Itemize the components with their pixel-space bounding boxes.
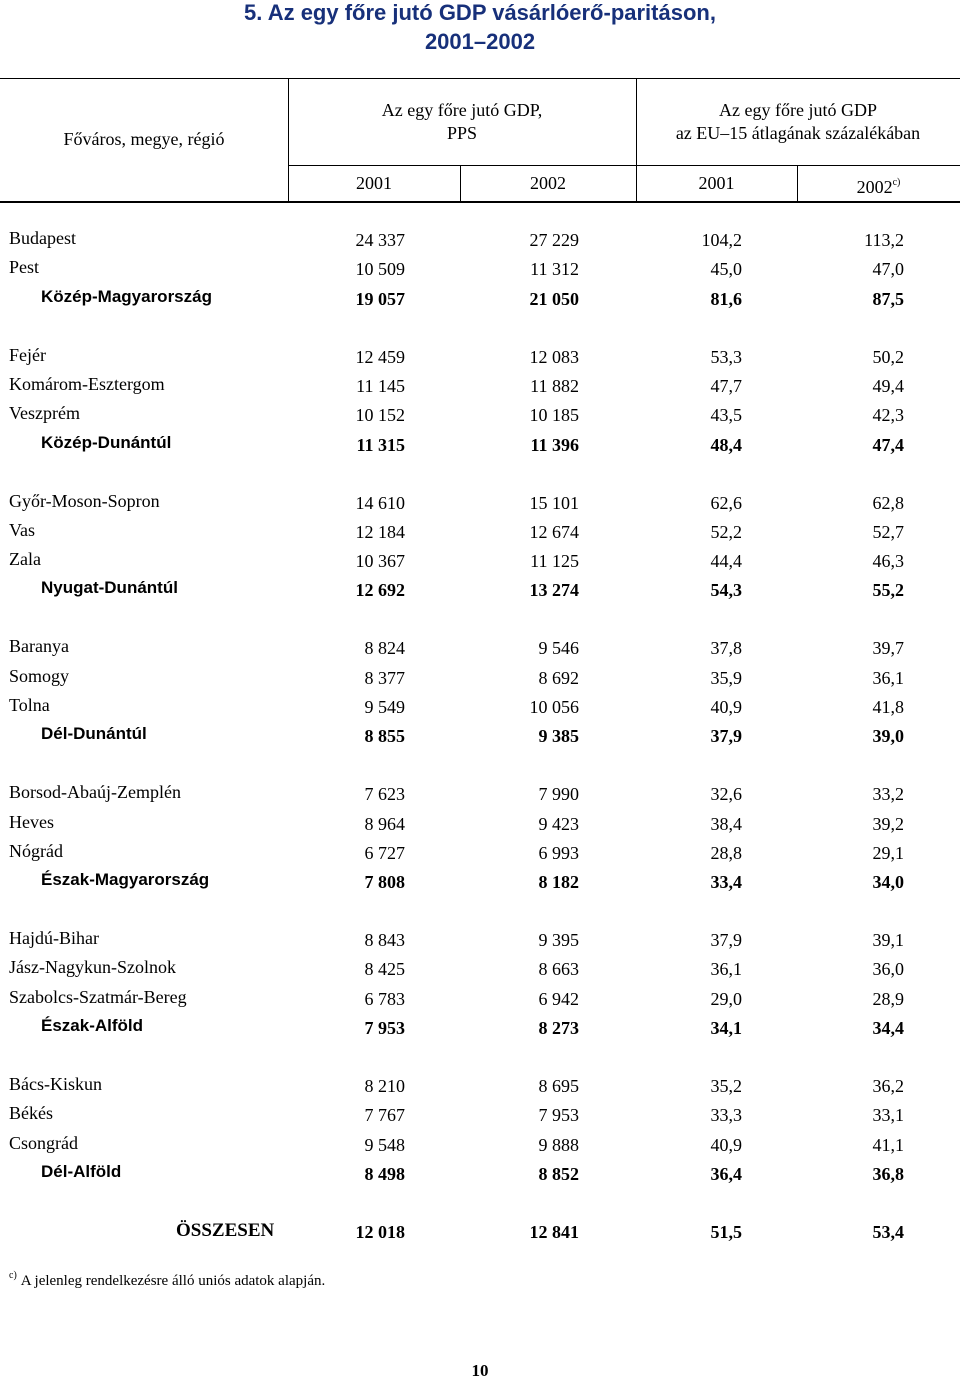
row-name: Baranya [9, 636, 69, 656]
cell-value: 51,5 [710, 1222, 742, 1242]
cell-value: 8 824 [364, 638, 405, 658]
cell-value: 8 843 [364, 930, 405, 950]
table-row [0, 1074, 960, 1102]
cell-value: 8 210 [364, 1076, 405, 1096]
cell-value: 6 783 [364, 989, 405, 1009]
cell-value: 43,5 [710, 405, 742, 425]
cell-value: 33,4 [710, 872, 742, 892]
cell-value: 8 498 [364, 1164, 405, 1184]
cell-value: 53,3 [710, 347, 742, 367]
cell-value: 11 315 [356, 435, 405, 455]
cell-value: 38,4 [710, 814, 742, 834]
cell-value: 12 459 [355, 347, 405, 367]
cell-value: 21 050 [529, 289, 579, 309]
cell-value: 10 152 [355, 405, 405, 425]
cell-value: 8 273 [538, 1018, 579, 1038]
cell-value: 62,8 [872, 493, 904, 513]
cell-value: 8 663 [538, 959, 579, 979]
cell-value: 9 385 [538, 726, 579, 746]
cell-value: 47,7 [710, 376, 742, 396]
cell-value: 35,2 [710, 1076, 742, 1096]
row-name: Tolna [9, 695, 50, 715]
cell-value: 87,5 [872, 289, 904, 309]
cell-value: 33,1 [872, 1105, 904, 1125]
cell-value: 36,1 [710, 959, 742, 979]
cell-value: 41,1 [872, 1135, 904, 1155]
row-name: Somogy [9, 666, 70, 686]
table-row [0, 491, 960, 519]
cell-value: 8 695 [538, 1076, 579, 1096]
cell-value: 8 377 [364, 668, 405, 688]
cell-value: 8 425 [364, 959, 405, 979]
table-row [0, 1103, 960, 1131]
gdp-eu-header-line-1: Az egy főre jutó GDP [719, 100, 877, 120]
cell-value: 8 855 [364, 726, 405, 746]
footnote-marker: c) [9, 1270, 17, 1281]
year-header-2001-eu: 2001 [698, 173, 735, 193]
row-name: Bács-Kiskun [9, 1074, 102, 1094]
cell-value: 113,2 [864, 230, 904, 250]
gdp-eu-header-line-2: az EU–15 átlagának százalékában [675, 123, 921, 143]
table-row [0, 228, 960, 256]
cell-value: 6 727 [364, 843, 405, 863]
cell-value: 9 423 [538, 814, 579, 834]
row-name: Budapest [9, 228, 76, 248]
row-name: Nógrád [9, 841, 63, 861]
cell-value: 34,1 [710, 1018, 742, 1038]
cell-value: 40,9 [710, 1135, 742, 1155]
cell-value: 12 018 [355, 1222, 405, 1242]
cell-value: 6 942 [538, 989, 579, 1009]
cell-value: 6 993 [538, 843, 579, 863]
table-row [0, 520, 960, 548]
row-name: Észak-Magyarország [41, 870, 210, 889]
row-name: Közép-Dunántúl [41, 433, 172, 452]
table-row [0, 549, 960, 577]
row-name: Dél-Dunántúl [41, 724, 147, 743]
table-row [0, 987, 960, 1015]
year-header-2002-eu-text: 2002 [856, 177, 893, 197]
cell-value: 7 953 [364, 1018, 405, 1038]
row-name: Jász-Nagykun-Szolnok [9, 957, 176, 977]
cell-value: 54,3 [710, 580, 742, 600]
row-name: Nyugat-Dunántúl [41, 578, 178, 597]
cell-value: 32,6 [710, 784, 742, 804]
region-row [0, 870, 960, 898]
table-row [0, 695, 960, 723]
cell-value: 10 367 [355, 551, 405, 571]
footnote-mark: c) [892, 177, 901, 188]
cell-value: 8 692 [538, 668, 579, 688]
cell-value: 19 057 [355, 289, 405, 309]
region-row [0, 1162, 960, 1190]
row-name: Veszprém [9, 403, 80, 423]
row-name: Borsod-Abaúj-Zemplén [9, 782, 181, 802]
total-row [0, 1220, 960, 1248]
cell-value: 12 674 [529, 522, 579, 542]
cell-value: 11 396 [530, 435, 579, 455]
cell-value: 39,1 [872, 930, 904, 950]
cell-value: 36,8 [872, 1164, 904, 1184]
cell-value: 40,9 [710, 697, 742, 717]
cell-value: 53,4 [872, 1222, 904, 1242]
cell-value: 41,8 [872, 697, 904, 717]
cell-value: 45,0 [710, 259, 742, 279]
table-row [0, 636, 960, 664]
cell-value: 9 549 [364, 697, 405, 717]
cell-value: 24 337 [355, 230, 405, 250]
year-header-2001-pps: 2001 [356, 173, 392, 193]
table-row [0, 782, 960, 810]
cell-value: 9 548 [364, 1135, 405, 1155]
table-row [0, 841, 960, 869]
year-header-2002-pps: 2002 [530, 173, 566, 193]
table-row [0, 257, 960, 285]
region-row [0, 287, 960, 315]
cell-value: 28,9 [872, 989, 904, 1009]
footnote [9, 1270, 325, 1290]
cell-value: 11 882 [530, 376, 579, 396]
cell-value: 12 692 [355, 580, 405, 600]
cell-value: 7 808 [364, 872, 405, 892]
row-name: Dél-Alföld [41, 1162, 122, 1181]
row-name: Győr-Moson-Sopron [9, 491, 160, 511]
cell-value: 34,4 [872, 1018, 904, 1038]
cell-value: 13 274 [529, 580, 579, 600]
cell-value: 10 509 [355, 259, 405, 279]
table-row [0, 374, 960, 402]
gdp-pps-header-line-1: Az egy főre jutó GDP, [381, 100, 543, 120]
cell-value: 15 101 [529, 493, 579, 513]
cell-value: 14 610 [355, 493, 405, 513]
table-row [0, 812, 960, 840]
cell-value: 39,7 [872, 638, 904, 658]
row-name: Zala [9, 549, 41, 569]
cell-value: 81,6 [710, 289, 742, 309]
region-row [0, 433, 960, 461]
cell-value: 36,1 [872, 668, 904, 688]
table-row [0, 928, 960, 956]
cell-value: 50,2 [872, 347, 904, 367]
cell-value: 11 125 [530, 551, 579, 571]
cell-value: 42,3 [872, 405, 904, 425]
region-row [0, 578, 960, 606]
row-name: Szabolcs-Szatmár-Bereg [9, 987, 187, 1007]
table-row [0, 666, 960, 694]
table-row [0, 1133, 960, 1161]
cell-value: 47,4 [872, 435, 904, 455]
footnote-text: A jelenleg rendelkezésre álló uniós adatok alapján. [20, 1273, 326, 1289]
gdp-pps-header-line-2: PPS [446, 123, 478, 143]
table-row [0, 957, 960, 985]
cell-value: 34,0 [872, 872, 904, 892]
cell-value: 52,7 [872, 522, 904, 542]
row-name: Vas [9, 520, 35, 540]
cell-value: 37,8 [710, 638, 742, 658]
row-name: Csongrád [9, 1133, 78, 1153]
cell-value: 7 767 [364, 1105, 405, 1125]
row-name: Komárom-Esztergom [9, 374, 165, 394]
cell-value: 7 953 [538, 1105, 579, 1125]
cell-value: 55,2 [872, 580, 904, 600]
row-name: Közép-Magyarország [41, 287, 212, 306]
cell-value: 27 229 [529, 230, 579, 250]
cell-value: 47,0 [872, 259, 904, 279]
region-row [0, 1016, 960, 1044]
cell-value: 33,2 [872, 784, 904, 804]
cell-value: 12 184 [355, 522, 405, 542]
title-line-1: 5. Az egy főre jutó GDP vásárlóerő-paritáson, [244, 0, 716, 25]
cell-value: 52,2 [710, 522, 742, 542]
year-header-2002-eu [797, 172, 960, 198]
cell-value: 39,2 [872, 814, 904, 834]
cell-value: 49,4 [872, 376, 904, 396]
cell-value: 8 852 [538, 1164, 579, 1184]
cell-value: 9 395 [538, 930, 579, 950]
cell-value: 9 546 [538, 638, 579, 658]
title-line-2: 2001–2002 [424, 29, 536, 54]
cell-value: 104,2 [701, 230, 742, 250]
cell-value: 35,9 [710, 668, 742, 688]
cell-value: 33,3 [710, 1105, 742, 1125]
cell-value: 37,9 [710, 930, 742, 950]
row-name: Hajdú-Bihar [9, 928, 99, 948]
cell-value: 12 083 [529, 347, 579, 367]
cell-value: 7 623 [364, 784, 405, 804]
cell-value: 36,4 [710, 1164, 742, 1184]
cell-value: 36,2 [872, 1076, 904, 1096]
cell-value: 10 056 [529, 697, 579, 717]
cell-value: 39,0 [872, 726, 904, 746]
cell-value: 28,8 [710, 843, 742, 863]
row-label-header: Főváros, megye, régió [63, 129, 225, 149]
row-name: Békés [9, 1103, 53, 1123]
cell-value: 8 182 [538, 872, 579, 892]
cell-value: 48,4 [710, 435, 742, 455]
cell-value: 29,0 [710, 989, 742, 1009]
cell-value: 7 990 [538, 784, 579, 804]
page-number: 10 [471, 1361, 489, 1380]
row-name: Pest [9, 257, 40, 277]
row-name: Fejér [9, 345, 46, 365]
cell-value: 37,9 [710, 726, 742, 746]
cell-value: 46,3 [872, 551, 904, 571]
cell-value: 62,6 [710, 493, 742, 513]
cell-value: 29,1 [872, 843, 904, 863]
cell-value: 11 145 [356, 376, 405, 396]
cell-value: 11 312 [530, 259, 579, 279]
cell-value: 10 185 [529, 405, 579, 425]
table-row [0, 403, 960, 431]
cell-value: 44,4 [710, 551, 742, 571]
cell-value: 8 964 [364, 814, 405, 834]
row-name: Észak-Alföld [41, 1016, 144, 1035]
cell-value: 12 841 [529, 1222, 579, 1242]
cell-value: 9 888 [538, 1135, 579, 1155]
region-row [0, 724, 960, 752]
row-name: Heves [9, 812, 54, 832]
cell-value: 36,0 [872, 959, 904, 979]
row-name: ÖSSZESEN [176, 1220, 275, 1241]
table-row [0, 345, 960, 373]
